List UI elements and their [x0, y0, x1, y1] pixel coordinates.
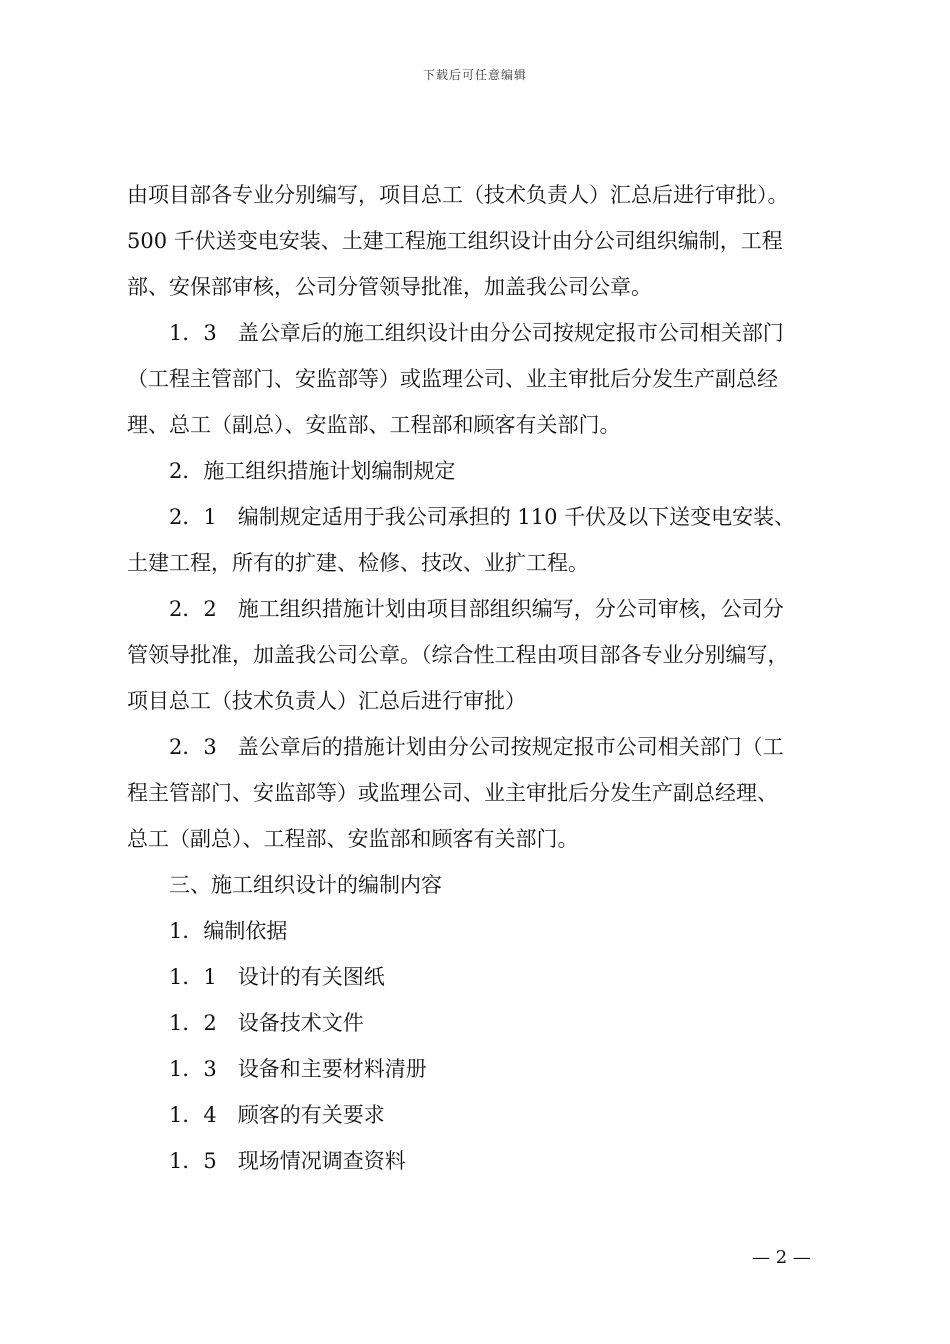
- section-heading: 三、施工组织设计的编制内容: [169, 873, 442, 897]
- page-number: — 2 —: [752, 1247, 811, 1268]
- section-heading: 1．编制依据: [169, 919, 288, 943]
- list-item: 1．3 设备和主要材料清册: [169, 1057, 427, 1081]
- section-heading: 2．施工组织措施计划编制规定: [169, 459, 456, 483]
- list-item: 1．2 设备技术文件: [169, 1011, 364, 1035]
- body-line: 1．3 盖公章后的施工组织设计由分公司按规定报市公司相关部门: [169, 321, 784, 345]
- body-line: 项目总工（技术负责人）汇总后进行审批）: [127, 689, 526, 713]
- body-line: 500 千伏送变电安装、土建工程施工组织设计由分公司组织编制，工程: [127, 229, 783, 253]
- list-item: 1．1 设计的有关图纸: [169, 965, 385, 989]
- body-line: 管领导批准，加盖我公司公章。（综合性工程由项目部各专业分别编写，: [127, 643, 789, 667]
- list-item: 1．5 现场情况调查资料: [169, 1149, 406, 1173]
- list-item: 1．4 顾客的有关要求: [169, 1103, 385, 1127]
- body-line: 2．1 编制规定适用于我公司承担的 110 千伏及以下送变电安装、: [169, 505, 796, 529]
- body-line: 理、总工（副总）、安监部、工程部和顾客有关部门。: [127, 413, 621, 437]
- body-line: 土建工程，所有的扩建、检修、技改、业扩工程。: [127, 551, 589, 575]
- body-line: 总工（副总）、工程部、安监部和顾客有关部门。: [127, 827, 579, 851]
- body-line: （工程主管部门、安监部等）或监理公司、业主审批后分发生产副总经: [127, 367, 778, 391]
- body-line: 程主管部门、安监部等）或监理公司、业主审批后分发生产副总经理、: [127, 781, 778, 805]
- body-line: 部、安保部审核，公司分管领导批准，加盖我公司公章。: [127, 275, 652, 299]
- body-line: 2．2 施工组织措施计划由项目部组织编写，分公司审核，公司分: [169, 597, 784, 621]
- body-line: 2．3 盖公章后的措施计划由分公司按规定报市公司相关部门（工: [169, 735, 784, 759]
- page-header: 下载后可任意编辑: [422, 68, 527, 82]
- document-body: [127, 172, 847, 1184]
- body-line: 由项目部各专业分别编写，项目总工（技术负责人）汇总后进行审批）。: [127, 183, 789, 207]
